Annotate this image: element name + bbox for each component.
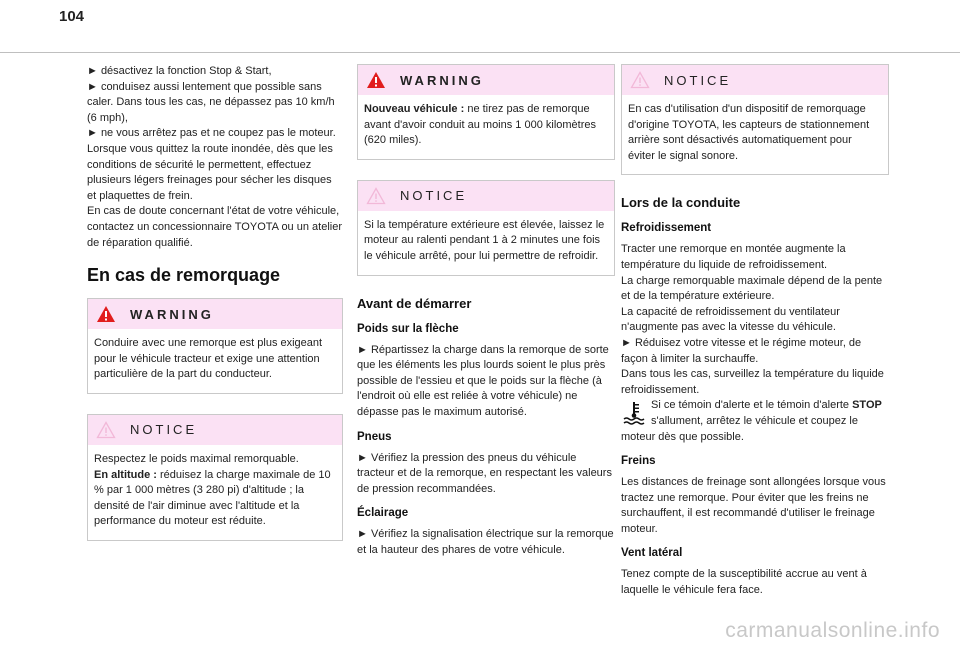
warning-box bbox=[357, 64, 615, 160]
notice-box bbox=[621, 64, 889, 175]
warning-header bbox=[358, 65, 614, 95]
coolant-text-pre: Si ce témoin d'alerte et le témoin d'alerte bbox=[651, 399, 853, 412]
watermark: carmanualsonline.info bbox=[725, 619, 940, 642]
brakes-text: Les distances de freinage sont allongées lorsque vous tractez une remorque. Pour éviter que les freins ne surchauffent, il est recommandé d'utiliser le freinage moteur. bbox=[621, 476, 886, 535]
coolant-temperature-icon bbox=[623, 401, 645, 425]
intro-line: ► désactivez la fonction Stop & Start, bbox=[87, 65, 272, 77]
page-number: 104 bbox=[59, 8, 85, 25]
subheading-crosswind: Vent latéral bbox=[621, 547, 683, 560]
notice-header bbox=[358, 181, 614, 211]
notice-text: Respectez le poids maximal remorquable. bbox=[94, 452, 299, 465]
warning-header bbox=[88, 299, 342, 329]
intro-line: Lorsque vous quittez la route inondée, dès que les conditions de sécurité le permettent, effectuez plusieurs légers freinages pour sécher les disques et plaquettes de frein. bbox=[87, 142, 333, 202]
notice-title: NOTICE bbox=[400, 188, 468, 204]
notice-text: En cas d'utilisation d'un dispositif de remorquage d'origine TOYOTA, les capteurs de stationnement arrière sont désactivés automatiquement pour éviter le signal sonore. bbox=[628, 103, 870, 162]
intro-line: ► conduisez aussi lentement que possible sans caler. Dans tous les cas, ne dépassez pas 10 km/h (6 mph), bbox=[87, 80, 335, 124]
cooling-line: ► Réduisez votre vitesse et le régime moteur, de façon à limiter la surchauffe. bbox=[621, 336, 862, 365]
subheading-brakes: Freins bbox=[621, 455, 656, 468]
warning-bold-label: Nouveau véhicule : bbox=[364, 103, 465, 115]
notice-header bbox=[88, 415, 342, 445]
subheading-tyres: Pneus bbox=[357, 430, 392, 443]
warning-title: WARNING bbox=[130, 306, 214, 322]
column-1 bbox=[87, 64, 343, 561]
subheading-cooling: Refroidissement bbox=[621, 222, 712, 235]
notice-text: Si la température extérieure est élevée, laissez le moteur au ralenti pendant 1 à 2 minutes une fois le véhicule arrêté, pour lui permettre de refroidir. bbox=[364, 218, 605, 262]
notice-triangle-icon bbox=[366, 187, 386, 205]
coolant-text-post: s'allument, arrêtez le véhicule et coupez le moteur dès que possible. bbox=[621, 414, 858, 443]
cooling-text bbox=[621, 242, 889, 398]
tyres-text: ► Vérifiez la pression des pneus du véhicule tracteur et de la remorque, en respectant les valeurs de pression recommandées. bbox=[357, 451, 612, 495]
notice-title: NOTICE bbox=[130, 422, 198, 438]
notice-bold-text: réduisez la charge maximale de 10 % par 1 000 mètres (3 280 pi) d'altitude ; la densité de l'air diminue avec l'altitude et la performance du moteur est réduite. bbox=[94, 468, 331, 528]
section-heading-towing: En cas de remorquage bbox=[87, 265, 281, 286]
subheading-lighting: Éclairage bbox=[357, 507, 409, 520]
warning-body bbox=[358, 95, 614, 159]
notice-triangle-icon bbox=[630, 71, 650, 89]
crosswind-text: Tenez compte de la susceptibilité accrue au vent à laquelle le véhicule fera face. bbox=[621, 568, 867, 597]
notice-body bbox=[88, 445, 342, 540]
warning-text: Conduire avec une remorque est plus exigeant pour le véhicule tracteur et exige une attention particulière de la part du conducteur. bbox=[94, 337, 323, 381]
section-heading-while-driving: Lors de la conduite bbox=[621, 195, 741, 211]
hitch-weight-text: ► Répartissez la charge dans la remorque de sorte que les éléments les plus lourds soient le plus près possible de l'essieu et que le poids sur la flèche (à l'endroit où elle est reliée à votre véhicule) ne dépasse pas le maximum autorisé. bbox=[357, 343, 609, 418]
column-2 bbox=[357, 64, 615, 559]
cooling-line: La charge remorquable maximale dépend de la pente et de la température extérieure. bbox=[621, 274, 883, 303]
notice-header bbox=[622, 65, 888, 95]
intro-line: ► ne vous arrêtez pas et ne coupez pas le moteur. bbox=[87, 127, 336, 140]
notice-title: NOTICE bbox=[664, 72, 732, 88]
cooling-line: La capacité de refroidissement du ventilateur n'augmente pas avec la vitesse du véhicule. bbox=[621, 305, 840, 334]
lighting-text: ► Vérifiez la signalisation électrique sur la remorque et la hauteur des phares de votre véhicule. bbox=[357, 528, 614, 556]
notice-box bbox=[357, 180, 615, 276]
warning-text: ne tirez pas de remorque avant d'avoir conduit au moins 1 000 kilomètres (620 miles). bbox=[364, 103, 597, 147]
notice-triangle-icon bbox=[96, 421, 116, 439]
warning-box bbox=[87, 298, 343, 394]
cooling-line: Tracter une remorque en montée augmente la température du liquide de refroidissement. bbox=[621, 243, 846, 271]
coolant-text-stop: STOP bbox=[852, 399, 882, 412]
intro-text bbox=[87, 64, 343, 251]
header-rule bbox=[0, 52, 960, 53]
notice-box bbox=[87, 414, 343, 541]
column-3 bbox=[621, 64, 889, 599]
warning-triangle-icon bbox=[366, 71, 386, 89]
notice-bold-label: En altitude : bbox=[94, 468, 157, 481]
warning-title: WARNING bbox=[400, 72, 484, 88]
cooling-line: Dans tous les cas, surveillez la température du liquide refroidissement. bbox=[621, 368, 884, 396]
warning-triangle-icon bbox=[96, 305, 116, 323]
coolant-warning-text bbox=[621, 398, 889, 445]
intro-line: En cas de doute concernant l'état de votre véhicule, contactez un concessionnaire TOYOTA ou un atelier de réparation qualifié. bbox=[87, 205, 342, 249]
subheading-hitch-weight: Poids sur la flèche bbox=[357, 322, 459, 335]
section-heading-before-start: Avant de démarrer bbox=[357, 295, 472, 311]
